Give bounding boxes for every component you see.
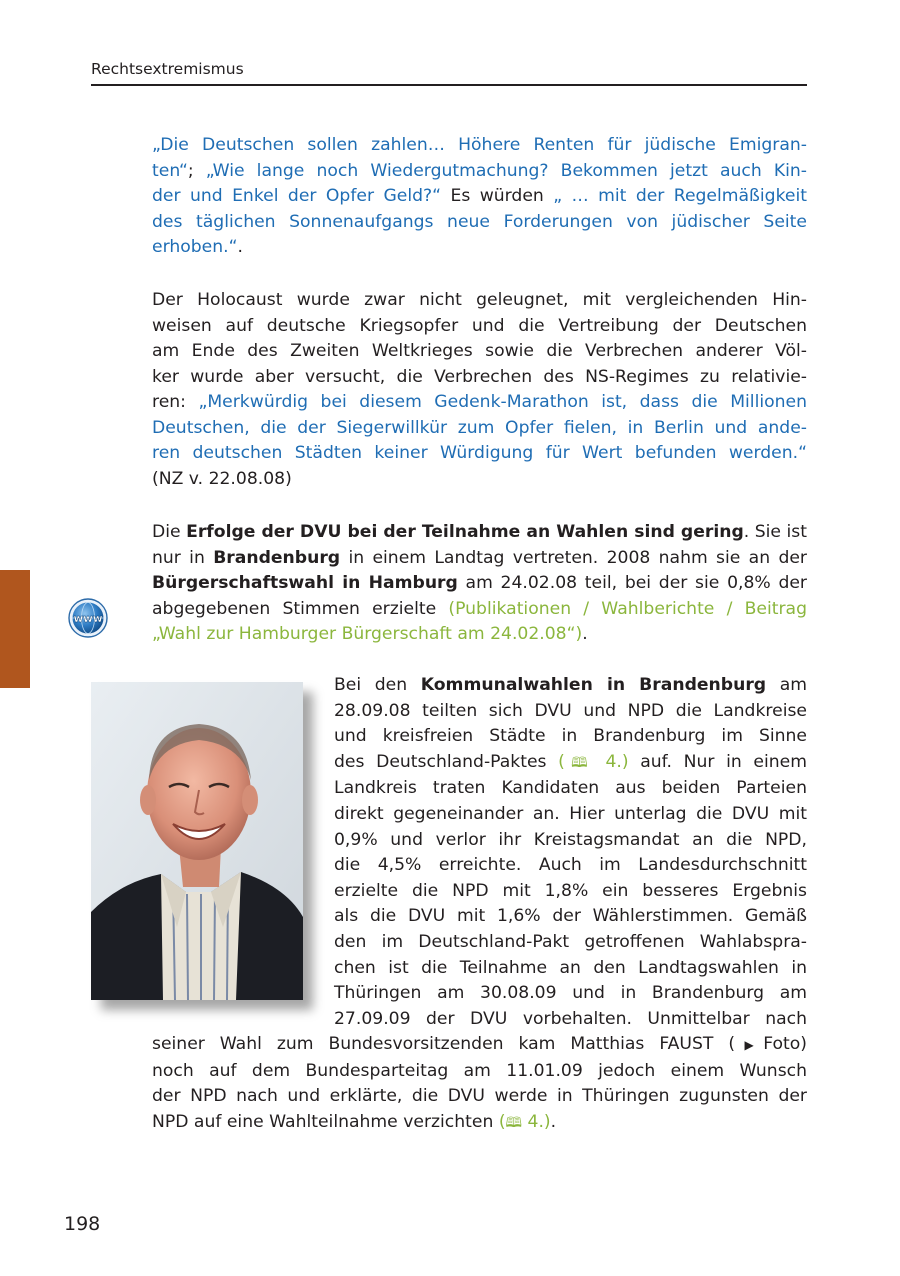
text-line: chen ist die Teilnahme an den Landtagswahlen in [334,957,807,978]
text-line: die 4,5% erreichte. Auch im Landesdurchschnitt [334,855,807,876]
text-line: ren deutschen Städten keiner Würdigung für Wert befunden werden.“ [152,443,807,463]
www-label: www [73,613,103,625]
text-line: des Deutschland-Paktes (🕮 4.) auf. Nur in einem [334,751,807,772]
text-line: seiner Wahl zum Bundesvorsitzenden kam Matthias FAUST (▶Foto) [152,1034,808,1054]
www-globe-icon[interactable] [68,598,108,638]
source-citation: (NZ v. 22.08.08) [152,468,292,489]
text-line: 27.09.09 der DVU vorbehalten. Unmittelbar nach [334,1008,807,1029]
paragraph-kommunalwahlen-continued [152,1032,807,1136]
header-rule [91,84,807,86]
text-line: Deutschen, die der Siegerwillkür zum Opfer fielen, in Berlin und ande- [152,417,807,438]
text-line: der NPD nach und erklärte, die DVU werde in Thüringen zugunsten der [152,1086,807,1107]
text-line: und kreisfreien Städte in Brandenburg im Sinne [334,726,807,747]
running-header: Rechtsextremismus [91,60,244,78]
paragraph-dvu-elections [152,520,807,648]
photo-reference[interactable]: Foto) [763,1034,808,1054]
text-line: weisen auf deutsche Kriegsopfer und die Vertreibung der Deutschen [152,315,807,336]
text-line: direkt gegeneinander an. Hier unterlag die DVU mit [334,803,807,824]
page-number: 198 [64,1213,101,1235]
text-line: NPD auf eine Wahlteilnahme verzichten (🕮 4.). [152,1111,557,1132]
book-reference-link[interactable]: (🕮 4.) [498,1111,551,1132]
text-line: Bei den Kommunalwahlen in Brandenburg am [334,675,807,695]
text-line: den im Deutschland-Pakt getroffenen Wahlabspra- [334,931,807,952]
text-line: nur in Brandenburg in einem Landtag vertreten. 2008 nahm sie an der [152,547,807,568]
publication-link[interactable]: „Wahl zur Hamburger Bürgerschaft am 24.02.08“) [152,624,583,644]
text-line: als die DVU mit 1,6% der Wählerstimmen. Gemäß [334,906,807,927]
text-line: ren: „Merkwürdig bei diesem Gedenk-Marathon ist, dass die Millionen [152,392,807,412]
book-icon: 🕮 [564,754,594,771]
portrait-photo [91,682,303,1000]
text-line: Thüringen am 30.08.09 und in Brandenburg am [334,983,807,1004]
text-line: des täglichen Sonnenaufgangs neue Forderungen von jüdischer Seite [152,211,807,232]
text-line: Der Holocaust wurde zwar nicht geleugnet, mit vergleichenden Hin- [152,290,807,310]
text-line: Bürgerschaftswahl in Hamburg am 24.02.08 teil, bei der sie 0,8% der [152,573,807,593]
paragraph-holocaust [152,288,807,492]
text-line: ker wurde aber versucht, die Verbrechen des NS-Regimes zu relativie- [152,366,807,387]
paragraph-quotes [152,133,807,261]
text-line: Die Erfolge der DVU bei der Teilnahme an Wahlen sind gering. Sie ist [152,522,807,542]
triangle-right-icon: ▶ [735,1038,764,1052]
text-line: erhoben.“. [152,237,243,257]
chapter-side-tab [0,570,30,688]
book-reference-link[interactable]: (🕮 4.) [558,751,629,772]
text-line: 0,9% und verlor ihr Kreistagsmandat an die NPD, [334,829,807,850]
text-line: am Ende des Zweiten Weltkrieges sowie die Verbrechen anderer Völ- [152,341,807,361]
text-line: 28.09.08 teilten sich DVU und NPD die Landkreise [334,700,807,721]
book-icon: 🕮 [505,1114,523,1131]
text-line: „Die Deutschen sollen zahlen… Höhere Renten für jüdische Emigran- [152,135,807,155]
text-line: noch auf dem Bundesparteitag am 11.01.09 jedoch einem Wunsch [152,1060,807,1081]
paragraph-kommunalwahlen [334,673,807,1032]
text-line: erzielte die NPD mit 1,8% ein besseres Ergebnis [334,880,807,901]
text-line: abgegebenen Stimmen erzielte (Publikationen / Wahlberichte / Beitrag [152,598,807,619]
text-line: Landkreis traten Kandidaten aus beiden Parteien [334,778,807,799]
text-line: „Wahl zur Hamburger Bürgerschaft am 24.02.08“). [152,624,588,644]
text-line: der und Enkel der Opfer Geld?“ Es würden „ … mit der Regelmäßigkeit [152,186,807,206]
publication-link[interactable]: (Publikationen / Wahlberichte / Beitrag [448,598,807,619]
text-line: ten“; „Wie lange noch Wiedergutmachung? Bekommen jetzt auch Kin- [152,160,807,181]
